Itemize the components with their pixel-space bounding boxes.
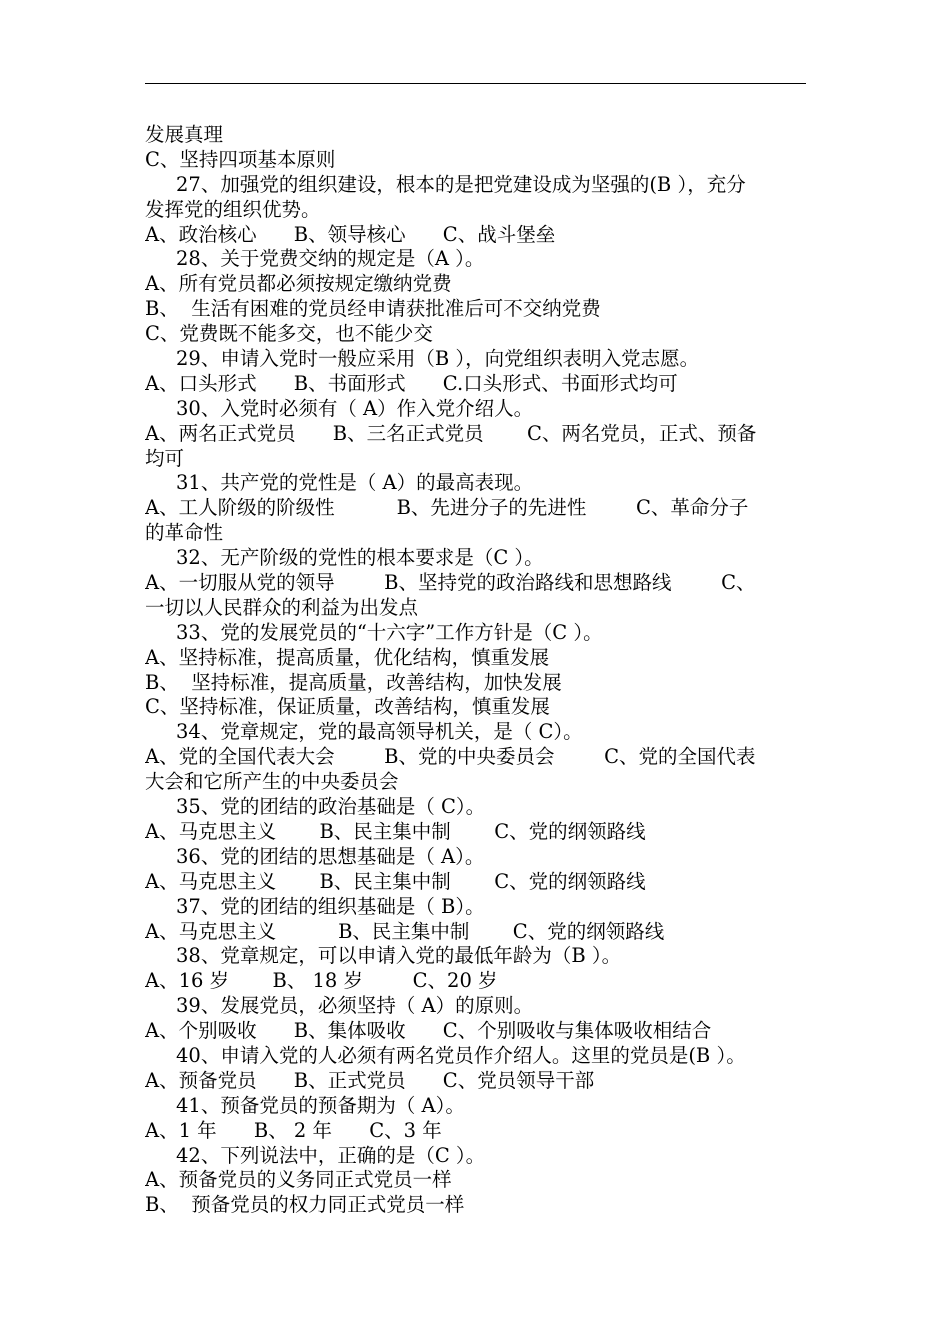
text-line: 发挥党的组织优势。: [145, 197, 321, 221]
text-line: A、工人阶级的阶级性 B、先进分子的先进性 C、革命分子: [145, 496, 749, 520]
text-line: 均可: [145, 446, 185, 470]
text-line: A、所有党员都必须按规定缴纳党费: [145, 272, 452, 296]
question-line: 28、关于党费交纳的规定是（A ）。: [176, 247, 485, 271]
text-line: C、坚持四项基本原则: [145, 147, 336, 171]
text-line: A、两名正式党员 B、三名正式党员 C、两名党员，正式、预备: [145, 421, 757, 445]
text-line: B、 预备党员的权力同正式党员一样: [145, 1193, 465, 1217]
text-line: A、一切服从党的领导 B、坚持党的政治路线和思想路线 C、: [145, 571, 756, 595]
text-line: A、16 岁 B、 18 岁 C、20 岁: [145, 969, 498, 993]
text-line: C、党费既不能多交，也不能少交: [145, 322, 433, 346]
question-line: 38、党章规定，可以申请入党的最低年龄为（B ）。: [176, 944, 622, 968]
question-line: 30、入党时必须有（ A）作入党介绍人。: [176, 396, 534, 420]
question-line: 33、党的发展党员的“十六字”工作方针是（C ）。: [176, 620, 603, 644]
text-line: 大会和它所产生的中央委员会: [145, 770, 399, 794]
text-line: B、 生活有困难的党员经申请获批准后可不交纳党费: [145, 297, 601, 321]
text-line: A、政治核心 B、领导核心 C、战斗堡垒: [145, 222, 556, 246]
document-body: [145, 123, 806, 1218]
question-line: 31、共产党的党性是（ A）的最高表现。: [176, 471, 534, 495]
text-line: A、预备党员的义务同正式党员一样: [145, 1168, 452, 1192]
question-line: 36、党的团结的思想基础是（ A）。: [176, 844, 485, 868]
text-line: A、坚持标准，提高质量，优化结构，慎重发展: [145, 645, 550, 669]
question-line: 27、加强党的组织建设，根本的是把党建设成为坚强的(B ），充分: [176, 172, 746, 196]
text-line: 的革命性: [145, 521, 224, 545]
question-line: 34、党章规定，党的最高领导机关，是（ C）。: [176, 720, 583, 744]
text-line: A、马克思主义 B、民主集中制 C、党的纲领路线: [145, 869, 646, 893]
text-line: A、党的全国代表大会 B、党的中央委员会 C、党的全国代表: [145, 745, 756, 769]
text-line: A、个别吸收 B、集体吸收 C、个别吸收与集体吸收相结合: [145, 1019, 712, 1043]
text-line: A、马克思主义 B、民主集中制 C、党的纲领路线: [145, 819, 646, 843]
text-line: B、 坚持标准，提高质量，改善结构，加快发展: [145, 670, 562, 694]
text-line: A、马克思主义 B、民主集中制 C、党的纲领路线: [145, 919, 665, 943]
question-line: 29、申请入党时一般应采用（B ），向党组织表明入党志愿。: [176, 347, 700, 371]
text-line: A、预备党员 B、正式党员 C、党员领导干部: [145, 1068, 595, 1092]
question-line: 40、申请入党的人必须有两名党员作介绍人。这里的党员是(B ）。: [176, 1043, 746, 1067]
text-line: 一切以人民群众的利益为出发点: [145, 595, 419, 619]
question-line: 37、党的团结的组织基础是（ B）。: [176, 894, 485, 918]
question-line: 32、无产阶级的党性的根本要求是（C ）。: [176, 546, 544, 570]
text-line: A、1 年 B、 2 年 C、3 年: [145, 1118, 442, 1142]
question-line: 39、发展党员，必须坚持（ A）的原则。: [176, 994, 534, 1018]
question-line: 35、党的团结的政治基础是（ C）。: [176, 795, 486, 819]
header-rule: [145, 83, 806, 84]
question-line: 41、预备党员的预备期为（ A）。: [176, 1093, 465, 1117]
text-line: C、坚持标准，保证质量，改善结构，慎重发展: [145, 695, 550, 719]
question-line: 42、下列说法中，正确的是（C ）。: [176, 1143, 486, 1167]
text-line: 发展真理: [145, 123, 224, 146]
text-line: A、口头形式 B、书面形式 C.口头形式、书面形式均可: [145, 371, 678, 395]
